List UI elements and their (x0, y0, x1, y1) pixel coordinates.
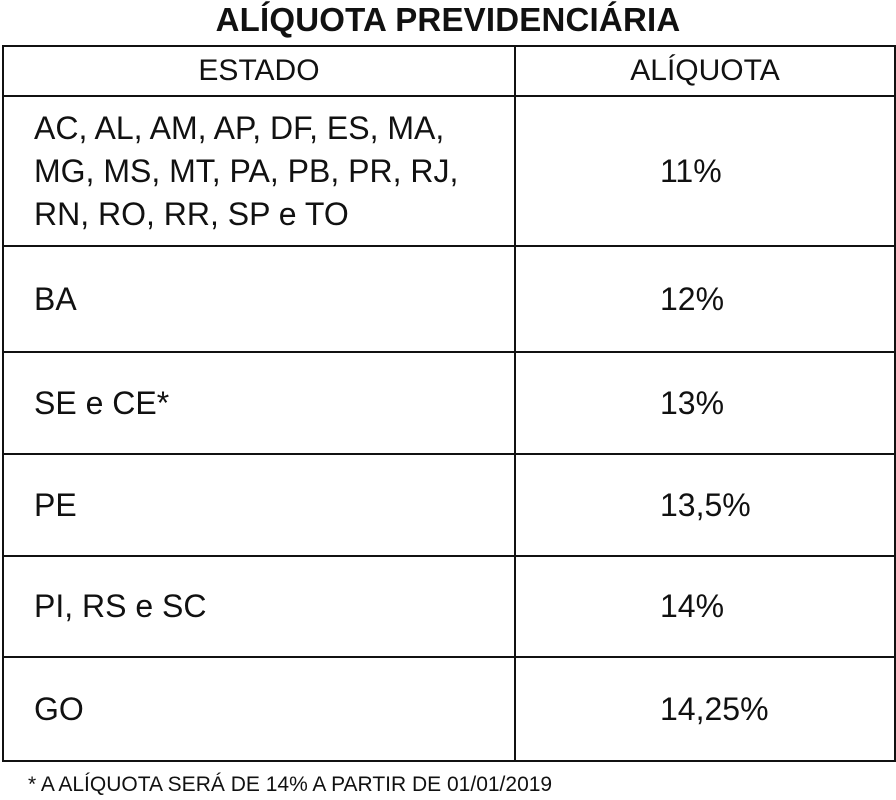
state-cell: GO (3, 657, 515, 761)
table-row (3, 352, 895, 454)
table-row (3, 454, 895, 556)
rate-cell: 13,5% (515, 454, 895, 556)
state-cell: PE (3, 454, 515, 556)
rate-cell: 12% (515, 246, 895, 352)
state-cell: BA (3, 246, 515, 352)
rates-table (2, 45, 896, 762)
table-row (3, 246, 895, 352)
table-header-row (3, 46, 895, 96)
state-cell: SE e CE* (3, 352, 515, 454)
footnote: * A ALÍQUOTA SERÁ DE 14% A PARTIR DE 01/01/2019 (28, 773, 553, 796)
rate-cell: 11% (515, 96, 895, 246)
state-cell: AC, AL, AM, AP, DF, ES, MA, MG, MS, MT, PA, PB, PR, RJ, RN, RO, RR, SP e TO (3, 96, 515, 246)
column-header-rate: ALÍQUOTA (515, 46, 895, 96)
rate-cell: 13% (515, 352, 895, 454)
column-header-state: ESTADO (3, 46, 515, 96)
table-row (3, 556, 895, 657)
page-title: ALÍQUOTA PREVIDENCIÁRIA (215, 1, 681, 38)
state-cell: PI, RS e SC (3, 556, 515, 657)
rate-cell: 14,25% (515, 657, 895, 761)
table-row (3, 96, 895, 246)
rate-cell: 14% (515, 556, 895, 657)
table-row (3, 657, 895, 761)
